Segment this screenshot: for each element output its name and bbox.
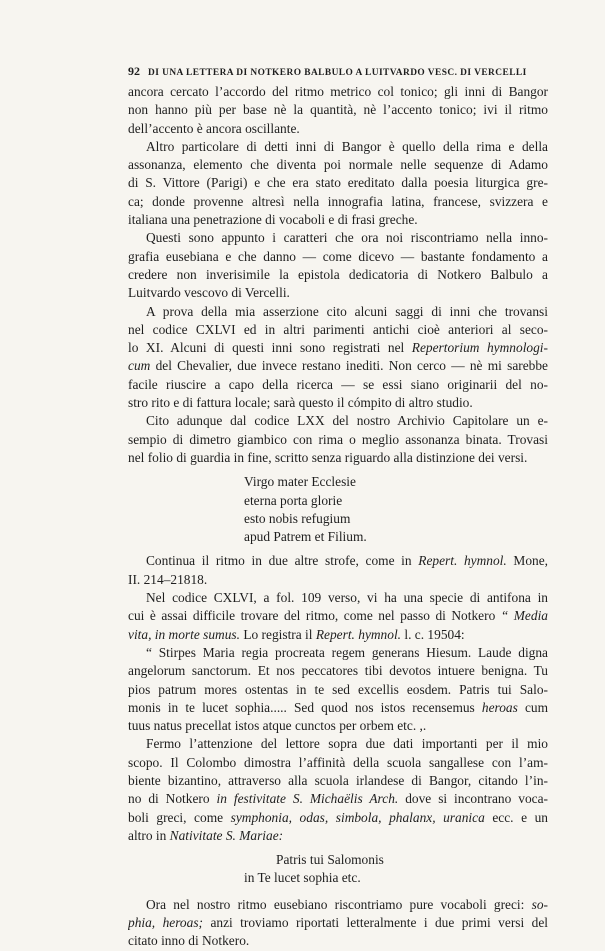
verse-block: [128, 851, 548, 888]
text-span: cui è assai difficile trovare del ritmo, come nel passo di Notkero: [128, 608, 496, 624]
running-title: DI UNA LETTERA DI NOTKERO BALBULO A LUITVARDO VESC. DI VERCELLI: [148, 68, 527, 78]
text-line: Fermo l’attenzione del lettore sopra due dati importanti per il mio: [146, 736, 548, 752]
verse-line: esto nobis refugium: [244, 510, 351, 526]
verse-line: Patris tui Salomonis: [276, 852, 384, 868]
text-span: del Chevalier, due invece restano inediti. Non cerco — nè mi sarebbe: [155, 358, 548, 374]
text-line: Luitvardo vescovo di Vercelli.: [128, 285, 290, 301]
text-line: stro rito e di fattura locale; sarà questo il cómpito di altro studio.: [128, 395, 473, 411]
text-line: Altro particolare di detti inni di Bangor è quello della rima e della: [146, 138, 548, 154]
text-span: lo XI. Alcuni di questi inni sono registrati nel: [128, 340, 405, 356]
text-span: anzi troviamo riportati letteralmente i due primi versi del: [210, 915, 548, 931]
text-line: [128, 790, 548, 808]
text-line: [128, 699, 548, 717]
body-text: [128, 83, 548, 951]
text-line: nel codice CXLVI ed in altri parimenti antichi cioè anteriori al seco-: [128, 321, 548, 337]
text-line: facile riuscire a capo della ricerca — se essi siano originarii del no-: [128, 376, 548, 392]
text-span: dove si incontrano voca-: [405, 791, 548, 807]
text-line: A prova della mia asserzione cito alcuni saggi di inni che trovansi: [146, 303, 548, 319]
text-line: [128, 827, 548, 845]
text-line: ca; donde provenne altresì nella innografia latina, francese, svizzera e: [128, 193, 548, 209]
text-span: Continua il ritmo in due altre strofe, come in: [146, 553, 412, 569]
text-line: sempio di dimetro giambico con rima o meglio assonanza binata. Trovasi: [128, 431, 548, 447]
text-span: l. c. 19504:: [404, 626, 465, 642]
text-line: grafia eusebiana e che danno — come dicevo — bastante fondamento a: [128, 248, 548, 264]
text-line: [128, 552, 548, 570]
text-span: Lo registra il: [243, 626, 313, 642]
italic-title: cum: [128, 358, 151, 374]
verse-line: eterna porta glorie: [244, 492, 343, 508]
text-span: altro in: [128, 827, 167, 843]
text-line: [128, 339, 548, 357]
text-line: [128, 607, 548, 625]
text-line: ancora cercato l’accordo del ritmo metrico col tonico; gli inni di Bangor: [128, 84, 548, 99]
italic-word: heroas: [481, 699, 518, 715]
italic-title: in festivitate S. Michaëlis Arch.: [216, 791, 399, 807]
text-line: [128, 914, 548, 932]
text-line: non hanno più per base nè la quantità, nè l’accento tonico; ivi il ritmo: [128, 102, 548, 118]
verse-line: Virgo mater Ecclesie: [244, 474, 356, 490]
text-line: [128, 626, 548, 644]
italic-quote: “ Media: [500, 608, 548, 624]
italic-word: phia, heroas;: [128, 915, 203, 931]
verse-line: in Te lucet sophia etc.: [244, 870, 361, 886]
text-span: boli greci, come: [128, 809, 224, 825]
text-line: credere non inverisimile la epistola dedicatoria di Notkero Balbulo a: [128, 266, 548, 282]
text-line: [128, 357, 548, 375]
italic-word-list: symphonia, odas, simbola, phalanx, uranica: [230, 809, 485, 825]
text-span: Ora nel nostro ritmo eusebiano riscontriamo pure vocaboli greci:: [146, 896, 525, 912]
text-line: citato inno di Notkero.: [128, 933, 250, 949]
italic-title: Repertorium hymnologi-: [411, 340, 548, 356]
italic-title: Repert. hymnol.: [418, 553, 507, 569]
text-line: angelorum sanctorum. Et nos peccatores tibi devotos intuere benigna. Tu: [128, 663, 548, 679]
text-line: italiana una penetrazione di vocaboli e di frasi greche.: [128, 212, 418, 228]
text-line: Questi sono appunto i caratteri che ora noi riscontriamo nella inno-: [146, 230, 548, 246]
text-line: tuus natus precellat istos atque cunctos per orbem etc. ,.: [128, 718, 427, 734]
verse-line: apud Patrem et Filium.: [244, 529, 367, 545]
text-span: cum: [524, 699, 548, 715]
text-line: [128, 809, 548, 827]
text-line: nel folio di guardia in fine, scritto senza riguardo alla distinzione dei versi.: [128, 449, 528, 465]
text-line: scopo. Il Colombo dimostra l’affinità della scuola sangallese con l’am-: [128, 754, 548, 770]
verse-block: [244, 473, 548, 546]
text-span: ecc. e un: [492, 809, 548, 825]
running-header: [128, 64, 548, 79]
text-span: Mone,: [513, 553, 548, 569]
italic-quote: vita, in morte sumus.: [128, 626, 240, 642]
text-line: assonanza, elemento che diventa poi normale nelle sequenze di Adamo: [128, 157, 548, 173]
text-line: dell’accento è ancora oscillante.: [128, 120, 300, 136]
italic-title: Repert. hymnol.: [315, 626, 402, 642]
text-line: [128, 896, 548, 914]
text-line: “ Stirpes Maria regia procreata regem generans Hiesum. Laude digna: [146, 644, 548, 660]
text-line: Cito adunque dal codice LXX del nostro Archivio Capitolare un e-: [146, 413, 548, 429]
italic-title: Nativitate S. Mariae:: [169, 827, 284, 843]
text-line: Nel codice CXLVI, a fol. 109 verso, vi ha una specie di antifona in: [146, 590, 548, 606]
text-line: pios patrum mores ostentas in te sed excellis eosdem. Patris tui Salo-: [128, 681, 548, 697]
page-number: 92: [128, 64, 140, 78]
text-line: di S. Vittore (Parigi) e che era stato ereditato dalla poesia liturgica gre-: [128, 175, 548, 191]
text-line: II. 214–21818.: [128, 571, 208, 587]
italic-word: so-: [531, 896, 548, 912]
text-span: no di Notkero: [128, 791, 210, 807]
text-span: monis in te lucet sophia..... Sed quod nos istos recensemus: [128, 699, 475, 715]
text-line: biente bizantino, attraverso alla scuola irlandese di Bangor, citando l’in-: [128, 772, 548, 788]
